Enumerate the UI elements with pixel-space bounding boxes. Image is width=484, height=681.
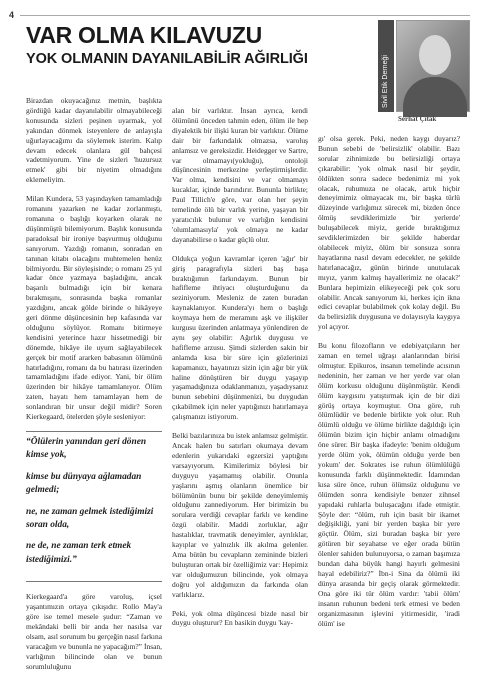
col1-paragraph-3: Kierkegaard'a göre varoluş, içsel yaşantımızın ortaya çıkışıdır. Rollo May'a göre ise temel mesele şudur: “Zaman ve mekândaki belli bir anda her nasılsa var olsam, asıl sorunum bu gerçeğin nasıl farkına varacağım ve bununla ne yapacağım?” İnsan, varlığının bilincinde olan ve bunun sorumluluğunu (26, 592, 162, 671)
article-subtitle: YOK OLMANIN DAYANILABİLİR AĞIRLIĞI (26, 51, 308, 67)
col2-paragraph-1: alan bir varlıktır. İnsan ayrıca, kendi ölümünü önceden tahmin eden, ölüm ile hep diyalektik bir ilişki kuran bir varlıktır. Ölüme dair bir farkındalık olmazsa, varoluş anlamsız ve gereksizdir. Heidegger ve Sartre, var olmamayı(yokluğu), ontoloji düşüncesinin merkezine yerleştirmişlerdir. Var olma, kendisini ve var olmamayı kucaklar, içinde barındırır. Bununla birlikte; Paul Tillich'e göre, var olan her şeyin temelinde ölü bir varlık yerine, yaşayan bir yaratıcılık bulunur ve varlığın kendisini 'olumlamasıyla' yok olmaya ne kadar dayanabilirse o kadar güçlü olur. (172, 106, 308, 244)
col1-paragraph-2: Milan Kundera, 53 yaşındayken tamamladığı romanını yazarken ne kadar zorlanmıştı, romanına o başlığı koyarken olarak ne düşünmüştü bilemiyorum. Başlık konusunda paradoksal bir ironiye başvurmuş olduğunu sanıyorum. Yazdığı romanın, sonradan en tanınan kitabı olacağını muhtemelen henüz bilmiyordu. Bir söyleşisinde; o romanı 25 yıl kadar önce yazmaya başladığını, ancak başarılı bulmadığı için bir kenara bırakmışını, sonrasında başka romanlar yazdığını, ancak gölde birinde o hikâyeye geri dönme düşüncesinin hep kafasında var olduğunu söylüyor. Romanı bitirmeye kendisini yeterince hazır hissetmediği bir dönemde, hikâye ile uyum sağlayabilecek gerçek bir motif ararken babasının ölümünü hatırladığını, romanı da bu hatırası üzerinden tamamladığını ifade ediyor. Yani, bir ölüm üzerinden bir hikâye tamamlanıyor. Ölüm zaten, hayatı hem tamamlayan hem de sonlandıran bir unsur değil midir? Soren Kierkegaard, ötelerden şöyle sesleniyor: (26, 194, 162, 422)
column-3 (318, 134, 460, 637)
author-organization-tag (378, 20, 394, 112)
page-number: 4 (9, 10, 15, 20)
author-box (378, 20, 474, 123)
quote-line-1: “Ölülerin yanından geri dönen kimse yok, (26, 437, 147, 461)
col1-paragraph-1: Birazdan okuyacağınız metnin, başlıkta gördüğü kadar dayanılabilir olmayabileceği konusunda sizleri peşinen uyarmak, yol yakından dönmek isteyenlere de anlayışla uğurlayacağımı da söylemek isterim. Kalıp devam edecek olanlara gül bahçesi vadetmiyorum. Yine de sizleri 'huzursuz etmek' gibi bir niyetim olmadığını eklemeliyim. (26, 96, 162, 185)
author-name: Serhat Çıtak (398, 115, 437, 123)
author-photo-shoulders (403, 77, 467, 117)
quote-line-2: kimse bu dünyaya ağlamadan gelmedi; (26, 471, 142, 496)
column-1 (26, 96, 162, 681)
pull-quote (26, 431, 162, 582)
author-photo-head (419, 35, 451, 75)
col3-paragraph-2: Bu konu filozofların ve edebiyatçıların her zaman en temel uğraşı alanlarından birisi olmuştur. Epikuros, insanın temelinde acısının nedeninin, her zaman ve her yerde var olan ölüm korkusu olduğunu düşünmüştür. Kendi ölüm kaygısını yatıştırmak için de bir dizi görüş ortaya koymuştur. Ona göre, ruh ölümlüdür ve bedenle birlikte yok olur. Ruh ölümlü olduğu ve ölüme birlikte dağıldığı için ölümün bizim için hiçbir anlamı olmadığını öne sürer. Bir başka ifadeyle: 'benim olduğum yerde ölüm yok, ölümün olduğu yerde ben yokum' der. Sokrates ise ruhun ölümlülüğü konusunda farklı düşünmektedir. İdamından kısa süre önce, ruhun ölümsüz olduğunu ve ölümden sonra kendisiyle benzer zihnsel yapıdaki ruhlarla buluşacağını ifade etmiştir. Şöyle der: “ölüm, ruh için basit bir ikamet değişikliği, yani bir yerden başka bir yere göçtür. Ölüm, sizi buradan başka bir yere götüren bir seyahatse ve eğer orada bütün ölenler sahiden bulunuyorsa, o zaman başımıza bundan daha büyük hangi hayırlı gelmesini hayal edebiliriz?” İbn-i Sina da ölümü iki dünya arasında bir geçiş olarak görmektedir. Ona göre iki tür ölüm vardır: 'tabii ölüm' insanın ruhunun bedeni terk etmesi ve beden organizmasının işlevini yitirmesidir, 'iradi ölüm' ise (318, 341, 460, 628)
author-organization: Sivil Etik Derneği (382, 55, 389, 108)
col3-paragraph-1: gı' olsa gerek. Peki, neden kaygı duyarız? Bunun sebebi de 'belirsizlik' olabilir. Bazı sorular zihnimizde bu belirsizliği ortaya çıkarabilir: 'yok olmak nasıl bir şeydir, öldükten sonra sadece bedenimiz mi yok olacak, ruhumuza ne olacak, artık hiçbir deneyimimiz olmayacak mı, bir başka türlü düzeyinde varlığımız sürecek mi, bizden önce ölmüş sevdiklerimizle 'bir yerlerde' buluşabilecek miyiz, geride bıraktığımız sevdiklerimizden bir şekilde haberdar olabilecek miyiz, ölüm bir sonsuza sonra hayatlarına nasıl devam edecekler, ne şekilde hatırlanacağız, günün birinde unutulacak mıyız, yarım kalmış hayallerimiz ne olacak?' Bunlara hepimizin elikeyeceği pek çok soru olabilir. Ancak sanıyorum ki, herkes için ikna edici cevaplar bulabilmek çok kolay değil. Bu da belirsizlik duygusuna ve dolayısıyla kaygıya yol açıyor. (318, 134, 460, 332)
article-title: VAR OLMA KILAVUZU (26, 22, 262, 48)
col2-paragraph-4: Peki, yok olma düşüncesi bizde nasıl bir duygu oluşturur? En basikin duygu 'kay- (172, 608, 308, 628)
author-photo (396, 20, 470, 112)
col2-paragraph-3: Belki bazılarınıza bu istek anlamsız gelmiştir. Ancak halen bu satırları okumaya devam edenlerin yukarıdaki egzersizi yaptığını varsayıyorum. Kimilerimiz böylesi bir duyguyu yaşamamış olabilir. Onunla yaşlarını aşmış olanların önemlice bir bölümünün bunu bir şekilde deneyimlemiş olduğunu zannediyorum. Her birimizin bu sorulara verdiği cevaplar farklı ve kendine özgü olabilir. Maddi zorluklar, ağır hastalıklar, travmatik deneyimler, ayrılıklar, kayıplar ve yalnızlık ilk akılma gelenler. Ama bütün bu cevapların zemininde bizleri buluşturan ortak bir özelliğimiz var: Hepimiz var olduğumuzun bilincinde, yok olmaya doğru yol aldığımızın da farkında olan varlıklarız. (172, 431, 308, 599)
column-2 (172, 106, 308, 637)
top-rule (20, 15, 470, 16)
quote-line-4: ne de, ne zaman terk etmek istediğimizi.” (26, 541, 132, 565)
col2-paragraph-2: Oldukça yoğun kavramlar içeren 'ağır' bir giriş paragrafıyla sizleri baş başa bıraktığımın farkındayım. Bunun bir hafifleme ihtiyacı oluşturduğunu da seziniyorum. Mesleniz de zaten buradan kaynaklanıyor. Kundera'yı hem o başlığı koymaya hem de meramını aşk ve ilişkiler kurgusu üzerinden anlatmaya yönlendiren de aynı şey olabilir: Ağırlık duygusu ve hafifleme arzusu. Şimdi sizlerden sakin bir anlamda kısa bir süre için gözlerinizi kapamanızı, hayatınızı sizin için ağır bir yük haline dönüştüren bir duygu yaşayıp yaşamadığınıza odaklanmanızı, yaşadıysanız bunun sebebini düşünmenizi, bu duygudan çıkabilmek için neler yaptığınızı hatırlamaya çalışmanızı istiyorum. (172, 253, 308, 422)
quote-line-3: ne, ne zaman gelmek istediğimizi soran olda, (26, 506, 154, 531)
